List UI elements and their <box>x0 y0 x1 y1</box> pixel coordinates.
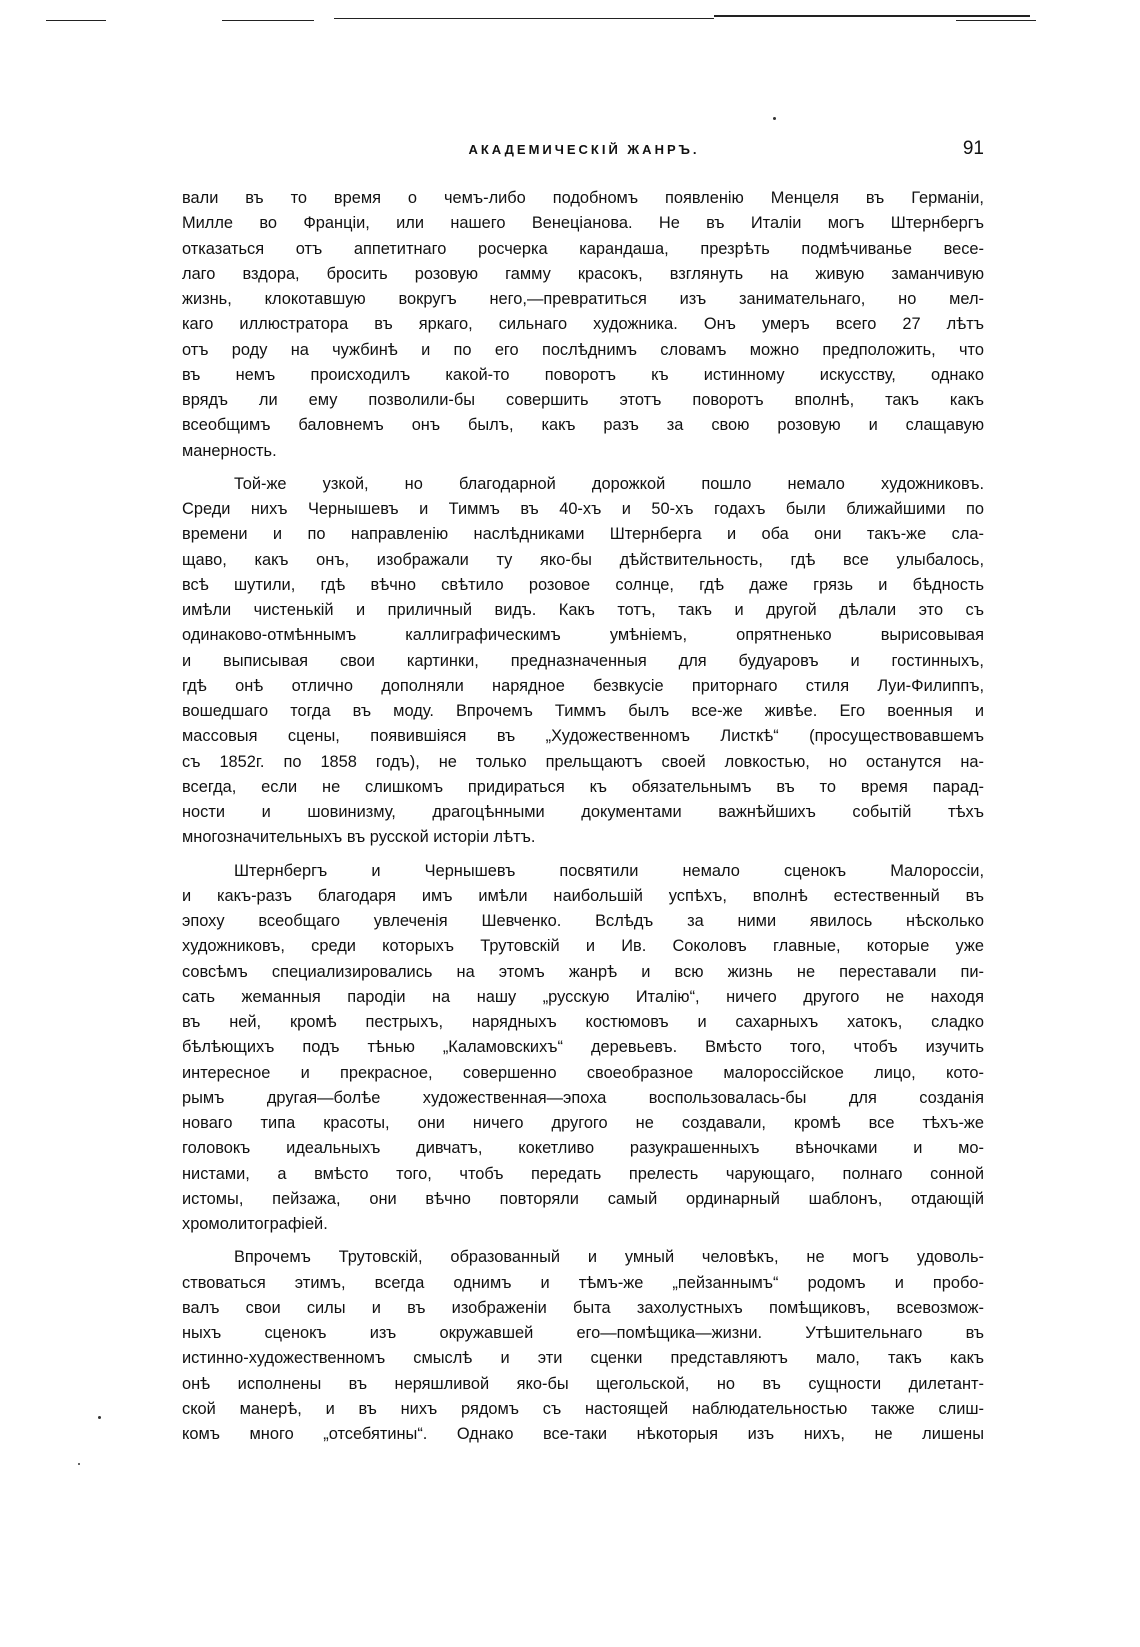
scan-speck <box>98 1416 101 1419</box>
text-line: интересное и прекрасное, совершенно своеобразное малороссійское лицо, кото- <box>182 1063 984 1082</box>
paragraph-line <box>182 522 984 547</box>
text-line: рымъ другая—болѣе художественная—эпоха воспользовалась-бы для созданія <box>182 1088 984 1107</box>
paragraph-line <box>182 312 984 337</box>
text-line: времени и по направленію наслѣдниками Штернберга и оба они такъ-же сла- <box>182 525 984 544</box>
paragraph-line <box>182 497 984 522</box>
text-line: Той-же узкой, но благодарной дорожкой пошло немало художниковъ. <box>234 474 984 493</box>
text-line: одинаково-отмѣннымъ каллиграфическимъ умѣніемъ, опрятненько вырисовывая <box>182 626 984 645</box>
text-line: онѣ исполнены въ неряшливой яко-бы щегольской, но въ сущности дилетант- <box>182 1374 984 1393</box>
paragraph-line <box>182 1136 984 1161</box>
paragraph-line <box>182 699 984 724</box>
text-line: валъ свои силы и въ изображеніи быта захолустныхъ помѣщиковъ, всевозмож- <box>182 1298 984 1317</box>
paragraph <box>182 859 984 884</box>
paragraph-line <box>182 1296 984 1321</box>
paragraph-line <box>182 985 984 1010</box>
paragraph-line <box>182 724 984 749</box>
running-head <box>184 138 984 166</box>
text-line: многозначительныхъ въ русской исторіи лѣтъ. <box>182 828 536 847</box>
text-line: въ ней, кромѣ пестрыхъ, нарядныхъ костюмовъ и сахарныхъ хатокъ, сладко <box>182 1013 984 1031</box>
text-line: имѣли чистенькій и приличный видъ. Какъ тотъ, такъ и другой дѣлали это съ <box>182 601 984 619</box>
paragraph-line <box>182 237 984 262</box>
top-edge-rule-3 <box>334 18 714 19</box>
scan-speck <box>773 117 776 120</box>
text-line: истинно-художественномъ смыслѣ и эти сценки представляютъ мало, такъ какъ <box>182 1349 984 1368</box>
paragraph-line <box>182 1111 984 1136</box>
paragraph-line <box>182 649 984 674</box>
paragraph-line <box>182 413 984 438</box>
text-line: бѣлѣющихъ подъ тѣнью „Каламовскихъ“ деревьевъ. Вмѣсто того, чтобъ изучить <box>182 1038 984 1057</box>
paragraph-line <box>182 1010 984 1035</box>
paragraph-line <box>182 1346 984 1371</box>
paragraph-line <box>182 211 984 236</box>
text-line: и какъ-разъ благодаря имъ имѣли наибольшій успѣхъ, вполнѣ естественный въ <box>182 886 984 905</box>
paragraph-line <box>182 1372 984 1397</box>
paragraph-line <box>182 1271 984 1296</box>
text-line: художниковъ, среди которыхъ Трутовскій и Ив. Соколовъ главные, которые уже <box>182 937 984 956</box>
scan-speck <box>78 1463 80 1465</box>
paragraph-line <box>182 775 984 800</box>
text-line: истомы, пейзажа, они вѣчно повторяли самый ординарный шаблонъ, отдающій <box>182 1189 984 1208</box>
paragraph <box>182 186 984 211</box>
text-line: вали въ то время о чемъ-либо подобномъ появленію Менцеля въ Германіи, <box>182 189 984 207</box>
text-line: манерность. <box>182 441 277 460</box>
top-edge-rule-5 <box>956 20 1036 21</box>
paragraph-line <box>182 598 984 623</box>
text-line: нистами, а вмѣсто того, чтобъ передать прелесть чарующаго, полнаго сонной <box>182 1164 984 1183</box>
paragraph-line <box>182 1086 984 1111</box>
body-text <box>182 186 984 1447</box>
paragraph-line <box>182 548 984 573</box>
text-line: совсѣмъ специализировались на этомъ жанрѣ и всю жизнь не переставали пи- <box>182 962 984 981</box>
text-line: ской манерѣ, и въ нихъ рядомъ съ настоящей наблюдательностью также слиш- <box>182 1399 984 1418</box>
paragraph-line <box>182 1422 984 1447</box>
text-line: всеобщимъ баловнемъ онъ былъ, какъ разъ за свою розовую и слащавую <box>182 416 984 435</box>
paragraph-line <box>182 439 984 464</box>
text-line: съ 1852г. по 1858 годъ), не только прельщаютъ своей ловкостью, но останутся на- <box>182 752 984 771</box>
paragraph-line <box>182 623 984 648</box>
text-line: головокъ идеальныхъ дивчатъ, кокетливо разукрашенныхъ вѣночками и мо- <box>182 1139 984 1158</box>
text-line: врядъ ли ему позволили-бы совершить этотъ поворотъ вполнѣ, такъ какъ <box>182 391 984 409</box>
paragraph-line <box>182 388 984 413</box>
paragraph-line <box>182 1187 984 1212</box>
running-title: АКАДЕМИЧЕСКІЙ ЖАНРЪ. <box>468 142 700 157</box>
text-line: всѣ шутили, гдѣ вѣчно свѣтило розовое солнце, гдѣ даже грязь и бѣдность <box>182 575 984 594</box>
text-line: ныхъ сценокъ изъ окружавшей его—помѣщика—жизни. Утѣшительнаго въ <box>182 1324 984 1342</box>
top-edge-rule-1 <box>46 20 106 21</box>
paragraph-line <box>182 1162 984 1187</box>
paragraph-line <box>182 363 984 388</box>
paragraph <box>182 1245 984 1270</box>
paragraph-line <box>182 1397 984 1422</box>
paragraph-line <box>182 287 984 312</box>
paragraph-line <box>182 1212 984 1237</box>
paragraph-line <box>182 1035 984 1060</box>
text-line: щаво, какъ онъ, изображали ту яко-бы дѣйствительность, гдѣ все улыбалось, <box>182 550 984 569</box>
text-line: Милле во Франціи, или нашего Венеціанова. Не въ Италіи могъ Штернбергъ <box>182 214 984 233</box>
text-line: каго иллюстратора въ яркаго, сильнаго художника. Онъ умеръ всего 27 лѣтъ <box>182 315 984 334</box>
text-line: отказаться отъ аппетитнаго росчерка карандаша, презрѣть подмѣчиванье весе- <box>182 239 984 258</box>
text-line: комъ много „отсебятины“. Однако все-таки нѣкоторыя изъ нихъ, не лишены <box>182 1425 984 1443</box>
text-line: хромолитографіей. <box>182 1215 328 1233</box>
text-line: ствоваться этимъ, всегда однимъ и тѣмъ-же „пейзаннымъ“ родомъ и пробо- <box>182 1273 984 1292</box>
paragraph-line <box>182 934 984 959</box>
text-line: новаго типа красоты, они ничего другого не создавали, кромѣ все тѣхъ-же <box>182 1114 984 1132</box>
paragraph-line <box>182 338 984 363</box>
paragraph-line <box>182 573 984 598</box>
text-line: отъ роду на чужбинѣ и по его послѣднимъ словамъ можно предположить, что <box>182 340 984 359</box>
paragraph-line <box>182 909 984 934</box>
top-edge-rule-2 <box>222 20 314 21</box>
text-line: массовыя сцены, появившіяся въ „Художественномъ Листкѣ“ (просуществовавшемъ <box>182 727 984 746</box>
page-number: 91 <box>962 138 984 159</box>
text-line: и выписывая свои картинки, предназначенныя для будуаровъ и гостинныхъ, <box>182 651 984 670</box>
paragraph-line <box>182 960 984 985</box>
paragraph-line <box>182 1321 984 1346</box>
text-line: Штернбергъ и Чернышевъ посвятили немало сценокъ Малороссіи, <box>234 861 984 880</box>
paragraph-line <box>182 825 984 850</box>
top-edge-rule-4 <box>714 15 1030 17</box>
text-line: сать жеманныя пародіи на нашу „русскую Италію“, ничего другого не находя <box>182 987 984 1006</box>
paragraph <box>182 472 984 497</box>
paragraph-line <box>182 674 984 699</box>
text-line: Среди нихъ Чернышевъ и Тиммъ въ 40-хъ и 50-хъ годахъ были ближайшими по <box>182 500 984 518</box>
paragraph-line <box>182 884 984 909</box>
text-line: эпоху всеобщаго увлеченія Шевченко. Вслѣдъ за ними явилось нѣсколько <box>182 912 984 930</box>
paragraph-line <box>182 800 984 825</box>
text-line: всегда, если не слишкомъ придираться къ обязательнымъ въ то время парад- <box>182 777 984 796</box>
text-line: въ немъ происходилъ какой-то поворотъ къ истинному искусству, однако <box>182 365 984 384</box>
text-line: лаго вздора, бросить розовую гамму красокъ, взглянуть на живую заманчивую <box>182 264 984 283</box>
paragraph-line <box>182 262 984 287</box>
paragraph-line <box>182 1061 984 1086</box>
text-line: жизнь, клокотавшую вокругъ него,—превратиться изъ занимательнаго, но мел- <box>182 290 984 308</box>
text-line: вошедшаго тогда въ моду. Впрочемъ Тиммъ былъ все-же живѣе. Его военныя и <box>182 702 984 720</box>
text-line: гдѣ онѣ отлично дополняли нарядное безвкусіе приторнаго стиля Луи-Филиппъ, <box>182 676 984 695</box>
text-line: ности и шовинизму, драгоцѣнными документами важнѣйшихъ событій тѣхъ <box>182 803 984 821</box>
paragraph-line <box>182 750 984 775</box>
text-line: Впрочемъ Трутовскій, образованный и умный человѣкъ, не могъ удоволь- <box>234 1248 984 1267</box>
